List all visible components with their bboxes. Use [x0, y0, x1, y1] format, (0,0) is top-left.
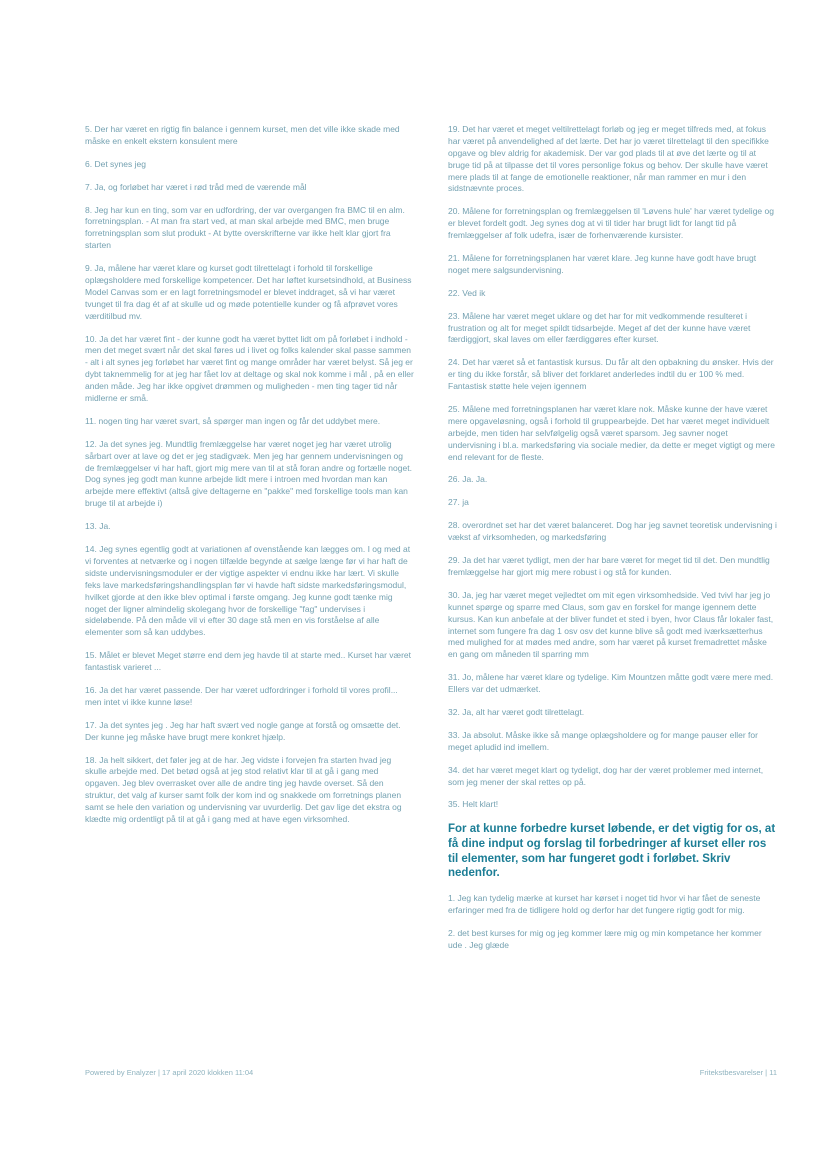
response-number: 20.	[448, 206, 460, 217]
response-number: 11.	[85, 415, 97, 426]
response-item	[85, 263, 414, 322]
response-text: Målene for forretningsplan og fremlæggelsen til 'Løvens hule' har været tydelige og er blevet fordelt godt. Jeg synes dog at vi til tider har brugt lidt for langt tid på fremlæggelser af folk udefra, især de forhenværende kursister.	[448, 206, 774, 241]
response-item	[85, 755, 414, 826]
response-item	[448, 404, 777, 463]
response-number: 18.	[85, 754, 97, 765]
response-number: 22.	[448, 287, 460, 298]
response-text: ja	[459, 497, 469, 508]
response-item	[85, 205, 414, 253]
response-number: 10.	[85, 333, 97, 344]
response-text: Ja, målene har været klare og kurset godt tilrettelagt i forhold til forskellige oplægsholdere med forskellige kompetencer. Det har løftet kursetsindhold, at Business Model Canvas som er en lagt forretningsmodel er blevet inddraget, så vi har været tvunget til fra dag ét af at skulle ud og møde potentielle kunder og få afprøvet vores værditilbud mv.	[85, 263, 412, 321]
response-item	[448, 893, 777, 917]
response-text: Ja, jeg har været meget vejledtet om mit egen virksomhedside. Ved tvivl har jeg jo kunnet spørge og sparre med Claus, som gav en forskel for mange igennem dette kursus. Kan kun anbefale at der bliver fundet et sted i byen, hvor Claus får lokaler fast, internet som fungere fra dag 1 osv osv det kunne blive så godt med iværksætterhus med mulighed for at mødes med andre, som har været på kurset fremadrettet måske en gang om måneden til sparring mm	[448, 589, 774, 660]
response-text: overordnet set har det været balanceret. Dog har jeg savnet teoretisk undervisning i vækst af virksomheden, og markedsføring	[448, 520, 777, 543]
response-item	[85, 182, 414, 194]
response-number: 21.	[448, 253, 460, 264]
response-number: 28.	[448, 520, 460, 531]
response-item	[85, 685, 414, 709]
response-text: Målene med forretningsplanen har været klare nok. Måske kunne der have været mere opgaveløsning, også i forhold til gruppearbejde. Det har været meget individuelt arbejde, men tiden har selvfølgelig også været sparsom. Jeg savner noget undervisning i bl.a. markedsføring via sociale medier, da dette er meget vigtigt og mere end relevant for de fleste.	[448, 404, 775, 462]
response-text: Jo, målene har været klare og tydelige. Kim Mountzen måtte godt være mere med. Ellers var det udmærket.	[448, 672, 774, 695]
response-number: 6.	[85, 158, 93, 169]
response-text: Målene for forretningsplanen har været klare. Jeg kunne have godt have brugt noget mere salgsundervisning.	[448, 253, 757, 275]
response-item	[448, 672, 777, 696]
response-item	[448, 707, 777, 719]
response-item	[85, 720, 414, 744]
response-number: 14.	[85, 544, 97, 555]
response-text: nogen ting har været svart, så spørger man ingen og får det uddybet mere.	[96, 415, 381, 426]
response-item	[448, 474, 777, 486]
footer-generated-info: Powered by Enalyzer | 17 april 2020 klokken 11:04	[85, 1068, 254, 1077]
response-item	[85, 521, 414, 533]
response-text: Helt klart!	[459, 799, 499, 810]
response-number: 34.	[448, 764, 460, 775]
response-text: Ja absolut. Måske ikke så mange oplægsholdere og for mange pauser eller for meget apludid ind imellem.	[448, 729, 758, 752]
response-text: Det har været så et fantastisk kursus. Du får alt den opbakning du ønsker. Hvis der er ting du ikke forstår, så bliver det forklaret anderledes indtil du er 100 % med. Fantastisk støtte hele vejen igennem	[448, 357, 774, 392]
response-number: 13.	[85, 521, 97, 532]
response-item	[448, 799, 777, 811]
response-number: 27.	[448, 497, 460, 508]
response-number: 15.	[85, 650, 97, 661]
response-number: 23.	[448, 310, 460, 321]
response-number: 12.	[85, 438, 97, 449]
response-text: Målene har været meget uklare og det har for mit vedkommende resulteret i frustration og alt for meget spildt tidsarbejde. Meget af det der kunne have været færdiggjort, skal laves om eller færdiggøres efter kurset.	[448, 310, 751, 345]
response-text: Ja det har været fint - der kunne godt ha været byttet lidt om på forløbet i indhold - men det meget svært når det skal føres ud i livet og folks kalender skal passe sammen - alt i alt synes jeg forløbet har været fint og mange områder har været belyst. Så jeg er dybt taknemmelig for at jeg har fået lov at deltage og skal nok komme i mål , på en eller anden måde. Jeg har ikke opgivet drømmen og muligheden - men ting tager tid når midlerne er små.	[85, 333, 414, 404]
response-item	[448, 555, 777, 579]
response-number: 30.	[448, 589, 460, 600]
response-text: Der har været en rigtig fin balance i gennem kurset, men det ville ikke skade med måske en enkelt ekstern konsulent mere	[85, 124, 400, 146]
response-item	[448, 928, 777, 952]
left-column	[85, 124, 414, 963]
response-item	[85, 334, 414, 405]
response-number: 25.	[448, 404, 460, 415]
response-text: Ved ik	[459, 287, 486, 298]
response-item	[448, 765, 777, 789]
response-number: 2.	[448, 927, 456, 938]
response-text: det har været meget klart og tydeligt, dog har der været problemer med internet, som jeg mener der skal rettes op på.	[448, 764, 764, 787]
response-text: Målet er blevet Meget større end dem jeg havde til at starte med.. Kurset har været fantastisk varieret ...	[85, 650, 411, 673]
response-item	[448, 590, 777, 661]
response-text: Jeg kan tydelig mærke at kurset har kørset i noget tid hvor vi har fået de seneste erfaringer med fra de tidligere hold og derfor har det fungere rigtig godt for mig.	[448, 893, 761, 916]
response-text: Det synes jeg	[92, 158, 146, 169]
question-prompt: For at kunne forbedre kurset løbende, er det vigtig for os, at få dine indput og forslag til forbedringer af kurset eller ros til elementer, som har fungeret godt i forløbet. Skriv nedenfor.	[448, 823, 776, 880]
response-item	[448, 730, 777, 754]
response-item	[85, 650, 414, 674]
response-text: det best kurses for mig og jeg kommer lære mig og min kompetance her kommer ude . Jeg glæde	[448, 927, 762, 950]
response-text: Ja, alt har været godt tilrettelagt.	[459, 706, 585, 717]
response-item	[85, 124, 414, 148]
response-number: 24.	[448, 357, 460, 368]
response-number: 29.	[448, 555, 460, 566]
response-number: 5.	[85, 124, 93, 134]
response-text: Ja, og forløbet har været i rød tråd med de værende mål	[92, 181, 307, 192]
response-item	[448, 311, 777, 347]
response-number: 16.	[85, 684, 97, 695]
response-item	[85, 416, 414, 428]
response-item	[448, 520, 777, 544]
response-number: 31.	[448, 672, 460, 683]
response-number: 19.	[448, 124, 460, 134]
response-number: 8.	[85, 204, 93, 215]
response-number: 35.	[448, 799, 460, 810]
response-item	[448, 288, 777, 300]
response-item	[448, 124, 777, 195]
response-text: Ja det har været tydligt, men der har bare været for meget tid til det. Den mundtlig fremlæggelse har gjort mig mere robust i og stå for kunden.	[448, 555, 770, 577]
response-text: Ja. Ja.	[459, 474, 488, 485]
response-text: Ja det synes jeg. Mundtlig fremlæggelse har været noget jeg har været utrolig sårbart over at lave og det er jeg stadigvæk. Men jeg har gennem undervisningen og de fremlæggelser vi har haft, gjort mig mere van til at stå foran andre og fortælle noget. Dog synes jeg godt man kunne arbejde lidt mere i introen med hvordan man kan arbejde mere effektivt (altså give deltagerne en "pakke" med forskellige tools man kan bruge til at arbejde i)	[85, 438, 412, 509]
response-number: 9.	[85, 263, 93, 274]
responses-content	[85, 124, 777, 963]
response-number: 7.	[85, 181, 93, 192]
page-footer	[85, 1068, 777, 1077]
response-text: Ja det har været passende. Der har været udfordringer i forhold til vores profil... men intet vi ikke kunne løse!	[85, 684, 398, 707]
response-item	[85, 439, 414, 510]
response-number: 33.	[448, 729, 460, 740]
response-item	[448, 357, 777, 393]
response-number: 32.	[448, 706, 460, 717]
response-text: Ja helt sikkert, det føler jeg at de har. Jeg vidste i forvejen fra starten hvad jeg skulle arbejde med. Det betød også at jeg stod relativt klar til at gå i gang med opgaven. Jeg blev overrasket over alle de andre ting jeg havde overset. Så den struktur, det valg af kurser samt folk der kom ind og snakkede om forretnings planen samt se hele den variation og undervisning var uvurderlig. Det gav lige det ekstra og klædte mig ordentligt på til at gå i gang med at have egen virksomhed.	[85, 754, 402, 824]
right-column	[448, 124, 777, 963]
response-text: Ja det syntes jeg . Jeg har haft svært ved nogle gange at forstå og omsætte det. Der kunne jeg måske have brugt mere konkret hjælp.	[85, 719, 401, 742]
response-number: 26.	[448, 474, 460, 485]
response-item	[448, 253, 777, 277]
response-text: Jeg har kun en ting, som var en udfordring, der var overgangen fra BMC til en alm. forretningsplan. - At man fra start ved, at man skal arbejde med BMC, men bruge forretningsplan som slut produkt - At bytte overskrifterne var ikke helt klar gjort fra starten	[85, 204, 405, 251]
response-item	[448, 497, 777, 509]
response-item	[448, 206, 777, 242]
footer-page-info: Fritekstbesvarelser | 11	[699, 1068, 777, 1077]
response-item	[85, 544, 414, 639]
response-text: Det har været et meget veltilrettelagt forløb og jeg er meget tilfreds med, at fokus har været på anvendelighed af det lærte. Det har jo været tilrettelagt til den specifikke opgave og blev aldrig for akademisk. Der var god plads til at øve det lærte og til at bruge tid på at tilpasse det til vores personlige fokus og behov. Der skulle have været mere plads til at fange de emotionelle reaktioner, når man rammer en mur i den sidstnævnte proces.	[448, 124, 769, 194]
response-text: Jeg synes egentlig godt at variationen af ovenstående kan lægges om. I og med at vi forventes at netværke og i nogen tilfælde begynde at sælge længe før vi har haft de sidste undervisningsmoduler er der vigtige aspekter vi endnu ikke har lært. Vi skulle feks lave markedsføringshandlingsplan før vi havde haft sidste markedsføringsmodul, hvilket gjorde at den ikke blev optimal i første omgang. Jeg kunne godt tænke mig noget der ligner almindelig skolegang hvor de forskellige "fag" undervises i sideløbende. På den måde vil vi efter 30 dage stå men en vis forståelse af alle elementer som så kan uddybes.	[85, 544, 411, 638]
response-text: Ja.	[96, 521, 111, 532]
response-item	[85, 159, 414, 171]
response-number: 1.	[448, 893, 456, 904]
response-number: 17.	[85, 719, 97, 730]
